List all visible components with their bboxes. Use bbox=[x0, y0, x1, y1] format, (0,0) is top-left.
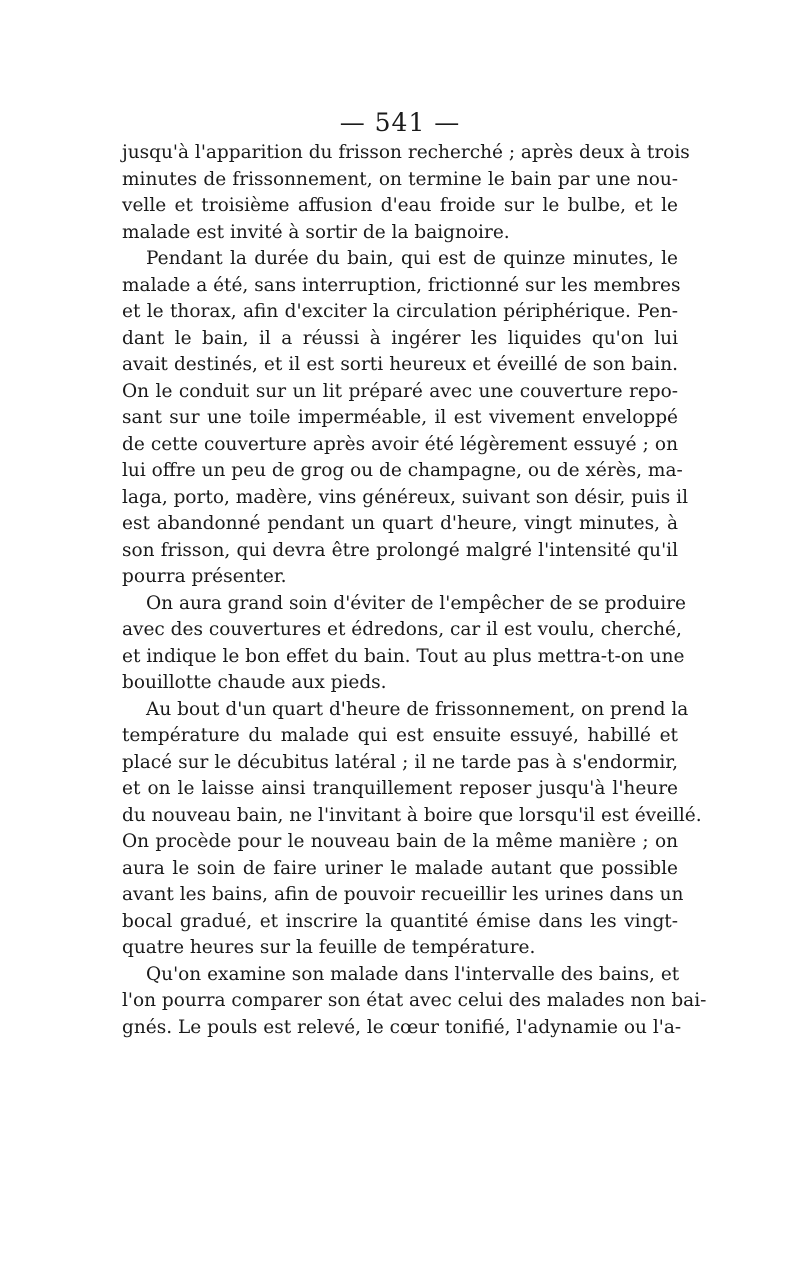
text-line: lui offre un peu de grog ou de champagne, ou de xérès, ma- bbox=[122, 460, 683, 481]
text-line: et le thorax, afin d'exciter la circulation périphérique. Pen- bbox=[122, 301, 678, 322]
text-line: On le conduit sur un lit préparé avec une couverture repo- bbox=[122, 380, 678, 402]
text-line: On procède pour le nouveau bain de la même manière ; on bbox=[122, 831, 678, 852]
text-line: aura le soin de faire uriner le malade autant que possible bbox=[122, 857, 678, 879]
text-line: quatre heures sur la feuille de température. bbox=[122, 937, 536, 958]
text-line: jusqu'à l'apparition du frisson recherché ; après deux à trois bbox=[122, 142, 690, 163]
text-line: On aura grand soin d'éviter de l'empêcher de se produire bbox=[146, 592, 686, 614]
text-line: son frisson, qui devra être prolongé malgré l'intensité qu'il bbox=[122, 539, 678, 561]
text-line: de cette couverture après avoir été légèrement essuyé ; on bbox=[122, 433, 678, 455]
text-line: gnés. Le pouls est relevé, le cœur tonifié, l'adynamie ou l'a- bbox=[122, 1016, 682, 1038]
text-line: bocal gradué, et inscrire la quantité émise dans les vingt- bbox=[122, 910, 678, 932]
text-line: sant sur une toile imperméable, il est vivement enveloppé bbox=[122, 407, 678, 428]
text-line: est abandonné pendant un quart d'heure, vingt minutes, à bbox=[122, 513, 678, 534]
text-line: Pendant la durée du bain, qui est de quinze minutes, le bbox=[146, 248, 678, 269]
text-line: malade a été, sans interruption, frictionné sur les membres bbox=[122, 274, 681, 296]
text-line: avant les bains, afin de pouvoir recueillir les urines dans un bbox=[122, 884, 684, 905]
body-text bbox=[122, 140, 707, 1041]
text-line: température du malade qui est ensuite essuyé, habillé et bbox=[122, 725, 678, 746]
text-line: Qu'on examine son malade dans l'intervalle des bains, et bbox=[146, 963, 680, 985]
text-line: l'on pourra comparer son état avec celui des malades non bai- bbox=[122, 990, 707, 1011]
text-line: laga, porto, madère, vins généreux, suivant son désir, puis il bbox=[122, 486, 688, 508]
text-line: avait destinés, et il est sorti heureux et éveillé de son bain. bbox=[122, 354, 678, 375]
text-line: du nouveau bain, ne l'invitant à boire que lorsqu'il est éveillé. bbox=[122, 804, 702, 826]
text-line: avec des couvertures et édredons, car il est voulu, cherché, bbox=[122, 619, 682, 640]
text-line: malade est invité à sortir de la baignoire. bbox=[122, 221, 510, 243]
text-line: velle et troisième affusion d'eau froide sur le bulbe, et le bbox=[122, 195, 678, 216]
text-line: et on le laisse ainsi tranquillement reposer jusqu'à l'heure bbox=[122, 778, 678, 799]
text-line: minutes de frissonnement, on termine le bain par une nou- bbox=[122, 168, 678, 190]
text-line: bouillotte chaude aux pieds. bbox=[122, 672, 387, 693]
text-line: placé sur le décubitus latéral ; il ne tarde pas à s'endormir, bbox=[122, 751, 678, 773]
text-line: pourra présenter. bbox=[122, 566, 287, 587]
text-line: et indique le bon effet du bain. Tout au plus mettra-t-on une bbox=[122, 645, 685, 667]
text-line: dant le bain, il a réussi à ingérer les liquides qu'on lui bbox=[122, 327, 678, 349]
page-number: — 541 — bbox=[339, 108, 461, 137]
text-line: Au bout d'un quart d'heure de frissonnement, on prend la bbox=[146, 698, 689, 720]
